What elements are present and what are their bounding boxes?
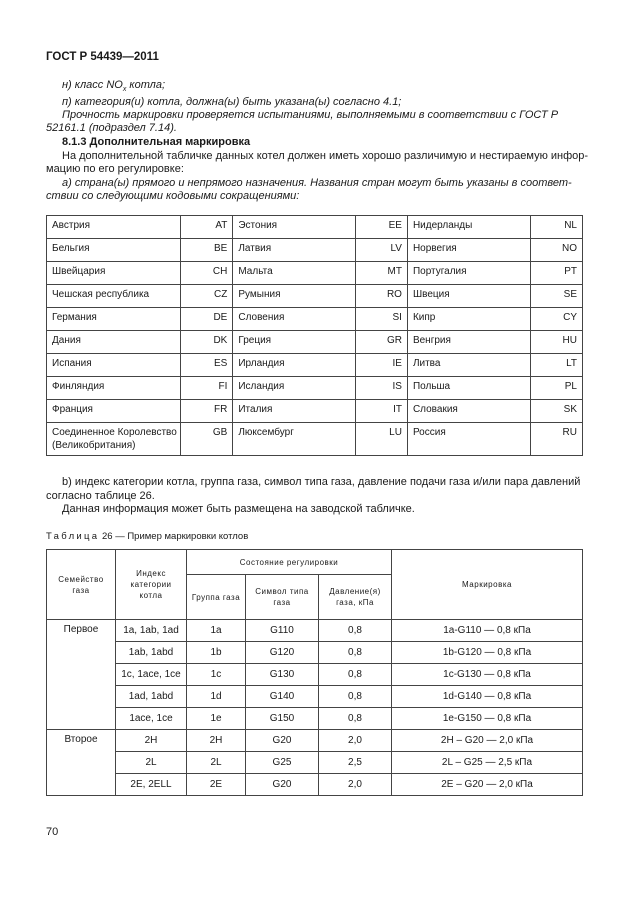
header-gas-pressure: Давление(я) газа, кПа: [319, 575, 392, 620]
country-name: Венгрия: [407, 331, 530, 354]
country-name: Румыния: [233, 285, 356, 308]
country-code: GR: [355, 331, 407, 354]
country-code: HU: [530, 331, 582, 354]
intro-line-2: мацию по его регулировке:: [46, 163, 184, 175]
country-code: EE: [355, 216, 407, 239]
cell-pressure: 0,8: [319, 664, 392, 686]
country-code: IS: [355, 377, 407, 400]
info-note: Данная информация может быть размещена на заводской табличке.: [62, 503, 415, 515]
cell-symbol: G120: [246, 642, 319, 664]
country-name: Литва: [407, 354, 530, 377]
cell-index: 1ab, 1abd: [116, 642, 187, 664]
cell-marking: 1a-G110 — 0,8 кПа: [392, 620, 583, 642]
country-code: DE: [181, 308, 233, 331]
country-code: MT: [355, 262, 407, 285]
table-row: [47, 730, 583, 752]
country-code: SI: [355, 308, 407, 331]
table-row: [47, 642, 583, 664]
country-name: Италия: [233, 400, 356, 423]
cell-marking: 2E – G20 — 2,0 кПа: [392, 774, 583, 796]
cell-group: 2H: [187, 730, 246, 752]
cell-marking: 1c-G130 — 0,8 кПа: [392, 664, 583, 686]
cell-symbol: G150: [246, 708, 319, 730]
country-code: RU: [530, 423, 582, 456]
country-code: FI: [181, 377, 233, 400]
item-p: п) категория(и) котла, должна(ы) быть указана(ы) согласно 4.1;: [62, 96, 402, 108]
cell-index: 2H: [116, 730, 187, 752]
country-code: GB: [181, 423, 233, 456]
marking-example-table: [46, 549, 583, 796]
country-code: CY: [530, 308, 582, 331]
header-marking: Маркировка: [392, 550, 583, 620]
country-name: Люксембург: [233, 423, 356, 456]
item-b-line-2: согласно таблице 26.: [46, 490, 155, 502]
cell-pressure: 0,8: [319, 642, 392, 664]
country-name: Эстония: [233, 216, 356, 239]
cell-symbol: G110: [246, 620, 319, 642]
cell-pressure: 2,5: [319, 752, 392, 774]
cell-group: 1b: [187, 642, 246, 664]
cell-index: 1a, 1ab, 1ad: [116, 620, 187, 642]
country-codes-table: [46, 215, 583, 456]
country-name: Финляндия: [47, 377, 181, 400]
country-code: BE: [181, 239, 233, 262]
cell-gas-family: Первое: [47, 620, 116, 730]
cell-marking: 1d-G140 — 0,8 кПа: [392, 686, 583, 708]
document-id: ГОСТ Р 54439—2011: [46, 51, 159, 63]
country-row: [47, 308, 583, 331]
item-a-line-2: ствии со следующими кодовыми сокращениями:: [46, 190, 300, 202]
country-row: [47, 400, 583, 423]
cell-pressure: 0,8: [319, 686, 392, 708]
country-code: LT: [530, 354, 582, 377]
country-code: CZ: [181, 285, 233, 308]
country-row: [47, 377, 583, 400]
cell-marking: 2H – G20 — 2,0 кПа: [392, 730, 583, 752]
country-name: Греция: [233, 331, 356, 354]
country-row: [47, 331, 583, 354]
cell-group: 1c: [187, 664, 246, 686]
country-name: Польша: [407, 377, 530, 400]
country-code: AT: [181, 216, 233, 239]
country-code: PT: [530, 262, 582, 285]
country-code: DK: [181, 331, 233, 354]
country-code: NO: [530, 239, 582, 262]
country-code: RO: [355, 285, 407, 308]
country-name: Мальта: [233, 262, 356, 285]
country-code: IT: [355, 400, 407, 423]
country-name: Германия: [47, 308, 181, 331]
country-name: Швейцария: [47, 262, 181, 285]
cell-marking: 1e-G150 — 0,8 кПа: [392, 708, 583, 730]
cell-symbol: G20: [246, 774, 319, 796]
header-adjustment-state: Состояние регулировки: [187, 550, 392, 575]
country-name: Кипр: [407, 308, 530, 331]
intro-line-1: На дополнительной табличке данных котел должен иметь хорошо различимую и нестираемую инфор-: [62, 150, 589, 162]
cell-symbol: G20: [246, 730, 319, 752]
table-row: [47, 686, 583, 708]
country-code: NL: [530, 216, 582, 239]
cell-group: 2E: [187, 774, 246, 796]
table-row: [47, 774, 583, 796]
item-n: [62, 79, 165, 97]
cell-group: 1d: [187, 686, 246, 708]
country-row: [47, 423, 583, 456]
country-name: Дания: [47, 331, 181, 354]
country-name: Португалия: [407, 262, 530, 285]
country-name: Нидерланды: [407, 216, 530, 239]
header-gas-family: Семейство газа: [47, 550, 116, 620]
country-code: FR: [181, 400, 233, 423]
table-caption-label: Таблица: [46, 531, 100, 542]
country-name: Исландия: [233, 377, 356, 400]
country-row: [47, 262, 583, 285]
header-gas-symbol: Символ типа газа: [246, 575, 319, 620]
cell-index: 1ace, 1ce: [116, 708, 187, 730]
country-name: Соединенное Королевство (Великобритания): [47, 423, 181, 456]
country-code: CH: [181, 262, 233, 285]
cell-pressure: 2,0: [319, 730, 392, 752]
country-code: LU: [355, 423, 407, 456]
country-row: [47, 285, 583, 308]
header-gas-group: Группа газа: [187, 575, 246, 620]
country-code: PL: [530, 377, 582, 400]
table-row: [47, 664, 583, 686]
country-name: Франция: [47, 400, 181, 423]
cell-index: 1ad, 1abd: [116, 686, 187, 708]
cell-group: 2L: [187, 752, 246, 774]
page-number: 70: [46, 826, 59, 838]
table-caption: [46, 531, 248, 542]
country-name: Латвия: [233, 239, 356, 262]
table-row: [47, 752, 583, 774]
country-row: [47, 216, 583, 239]
country-name: Чешская республика: [47, 285, 181, 308]
cell-symbol: G140: [246, 686, 319, 708]
item-b-line-1: b) индекс категории котла, группа газа, символ типа газа, давление подачи газа и/или пара давлений: [62, 476, 581, 488]
cell-index: 2E, 2ELL: [116, 774, 187, 796]
check-line-1: Прочность маркировки проверяется испытаниями, выполняемыми в соответствии с ГОСТ Р: [62, 109, 559, 121]
country-code: IE: [355, 354, 407, 377]
table-row: [47, 620, 583, 642]
country-name: Словакия: [407, 400, 530, 423]
country-name: Словения: [233, 308, 356, 331]
country-name: Австрия: [47, 216, 181, 239]
item-n-end: котла;: [126, 79, 166, 91]
country-row: [47, 239, 583, 262]
country-code: SE: [530, 285, 582, 308]
cell-marking: 1b-G120 — 0,8 кПа: [392, 642, 583, 664]
country-name: Испания: [47, 354, 181, 377]
country-code: LV: [355, 239, 407, 262]
country-row: [47, 354, 583, 377]
country-name: Россия: [407, 423, 530, 456]
item-a-line-1: а) страна(ы) прямого и непрямого назначения. Названия стран могут быть указаны в соответ-: [62, 177, 572, 189]
country-name: Норвегия: [407, 239, 530, 262]
country-name: Швеция: [407, 285, 530, 308]
country-code: SK: [530, 400, 582, 423]
check-line-2: 52161.1 (подраздел 7.14).: [46, 122, 177, 134]
cell-pressure: 2,0: [319, 774, 392, 796]
cell-index: 2L: [116, 752, 187, 774]
item-n-text: н) класс NO: [62, 79, 123, 91]
country-name: Бельгия: [47, 239, 181, 262]
cell-group: 1e: [187, 708, 246, 730]
table-caption-text: 26 — Пример маркировки котлов: [99, 531, 249, 542]
cell-group: 1a: [187, 620, 246, 642]
country-code: ES: [181, 354, 233, 377]
cell-symbol: G25: [246, 752, 319, 774]
cell-gas-family: Второе: [47, 730, 116, 796]
cell-pressure: 0,8: [319, 708, 392, 730]
item-n-subscript: x: [122, 86, 127, 94]
header-category-index: Индекс категории котла: [116, 550, 187, 620]
country-name: Ирландия: [233, 354, 356, 377]
section-title: 8.1.3 Дополнительная маркировка: [62, 136, 251, 148]
cell-symbol: G130: [246, 664, 319, 686]
table-row: [47, 708, 583, 730]
cell-pressure: 0,8: [319, 620, 392, 642]
cell-index: 1c, 1ace, 1ce: [116, 664, 187, 686]
cell-marking: 2L – G25 — 2,5 кПа: [392, 752, 583, 774]
